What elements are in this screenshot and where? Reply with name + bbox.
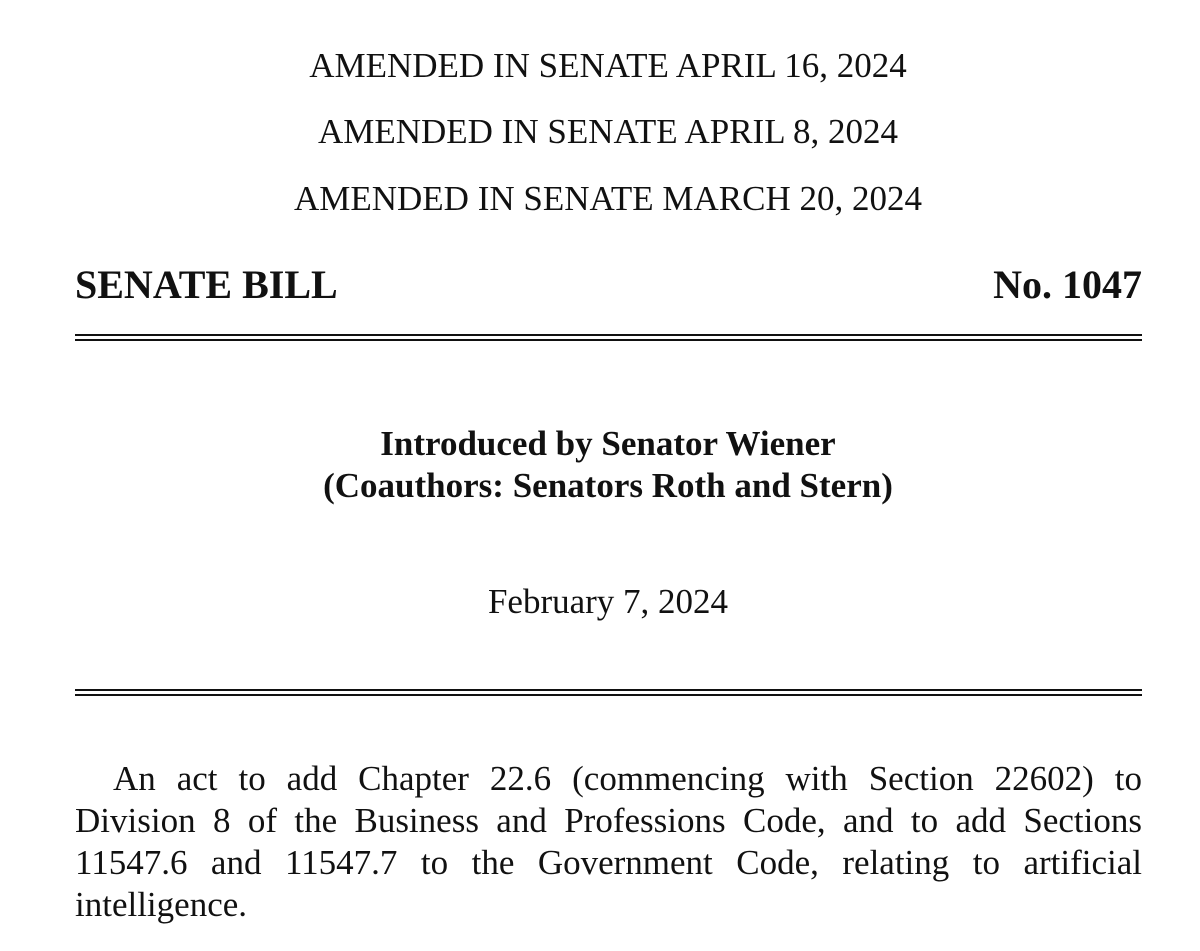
bill-header	[75, 263, 1142, 307]
act-description: An act to add Chapter 22.6 (commencing with Section 22602) to Division 8 of the Business and Professions Code, and to add Sections 11547.6 and 11547.7 to the Government Code, relating to artificial intelligence.	[75, 759, 1142, 924]
bill-number: No. 1047	[993, 262, 1142, 307]
introduced-by: Introduced by Senator Wiener	[380, 424, 836, 463]
double-rule-divider	[75, 689, 1142, 695]
amendment-line: AMENDED IN SENATE APRIL 8, 2024	[317, 112, 899, 151]
amendment-line: AMENDED IN SENATE MARCH 20, 2024	[293, 179, 923, 218]
coauthors: (Coauthors: Senators Roth and Stern)	[323, 466, 893, 505]
double-rule-divider	[75, 334, 1142, 340]
amendment-line: AMENDED IN SENATE APRIL 16, 2024	[309, 46, 907, 85]
bill-type: SENATE BILL	[75, 262, 338, 307]
introduced-date: February 7, 2024	[487, 582, 729, 621]
